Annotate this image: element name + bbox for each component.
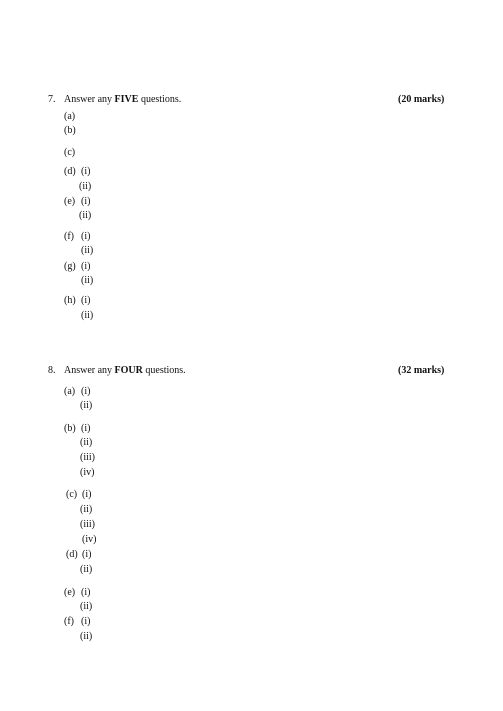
part-label: (a) bbox=[64, 111, 76, 122]
subpart-label: (i) bbox=[81, 231, 91, 242]
subpart-label: (ii) bbox=[80, 601, 93, 612]
subpart-label: (ii) bbox=[79, 181, 92, 192]
question-number: 8. bbox=[48, 365, 56, 376]
part-label: (g) bbox=[64, 261, 76, 272]
marks-label: (20 marks) bbox=[398, 94, 445, 105]
subpart-label: (i) bbox=[81, 386, 91, 397]
subpart-label: (ii) bbox=[81, 275, 94, 286]
part-label: (d) bbox=[66, 549, 78, 560]
part-label: (f) bbox=[64, 616, 74, 627]
part-label: (e) bbox=[64, 587, 76, 598]
part-label: (b) bbox=[64, 423, 76, 434]
subpart-label: (ii) bbox=[80, 400, 93, 411]
subpart-label: (i) bbox=[81, 261, 91, 272]
subpart-label: (ii) bbox=[79, 210, 92, 221]
part-label: (h) bbox=[64, 295, 76, 306]
subpart-label: (iv) bbox=[82, 534, 97, 545]
subpart-label: (i) bbox=[81, 587, 91, 598]
part-label: (e) bbox=[64, 196, 76, 207]
subpart-label: (ii) bbox=[81, 245, 94, 256]
subpart-label: (iii) bbox=[80, 519, 95, 530]
part-label: (c) bbox=[66, 489, 78, 500]
part-label: (c) bbox=[64, 147, 76, 158]
part-label: (d) bbox=[64, 166, 76, 177]
subpart-label: (ii) bbox=[80, 631, 93, 642]
subpart-label: (i) bbox=[81, 295, 91, 306]
subpart-label: (i) bbox=[82, 549, 92, 560]
subpart-label: (ii) bbox=[80, 564, 93, 575]
marks-label: (32 marks) bbox=[398, 365, 445, 376]
subpart-label: (ii) bbox=[81, 310, 94, 321]
part-label: (f) bbox=[64, 231, 74, 242]
subpart-label: (ii) bbox=[80, 437, 93, 448]
subpart-label: (i) bbox=[82, 489, 92, 500]
subpart-label: (iii) bbox=[80, 452, 95, 463]
subpart-label: (i) bbox=[81, 196, 91, 207]
subpart-label: (iv) bbox=[80, 467, 95, 478]
subpart-label: (i) bbox=[81, 423, 91, 434]
question-instruction: Answer any FOUR questions. bbox=[64, 365, 186, 376]
question-instruction: Answer any FIVE questions. bbox=[64, 94, 182, 105]
part-label: (a) bbox=[64, 386, 76, 397]
subpart-label: (i) bbox=[81, 166, 91, 177]
subpart-label: (i) bbox=[81, 616, 91, 627]
subpart-label: (ii) bbox=[80, 504, 93, 515]
part-label: (b) bbox=[64, 125, 76, 136]
question-number: 7. bbox=[48, 94, 56, 105]
